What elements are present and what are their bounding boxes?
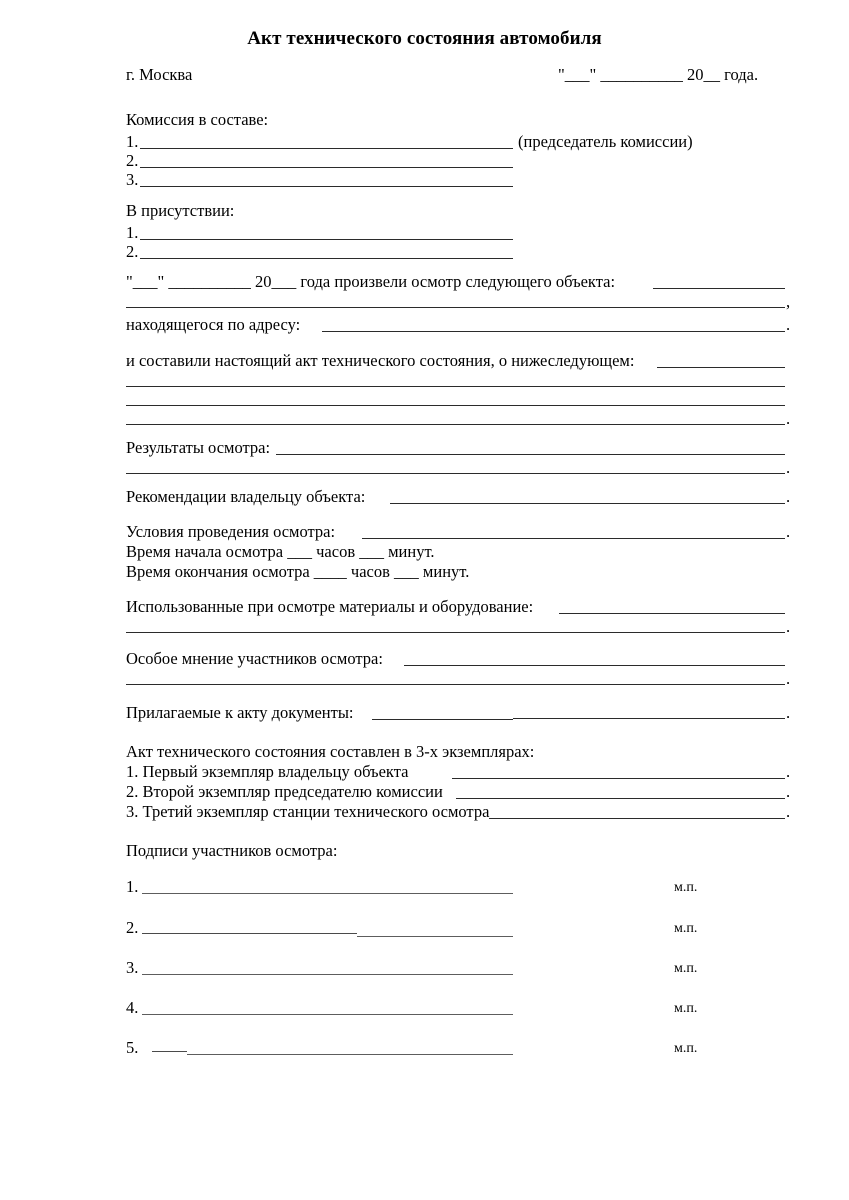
materials-blank-2[interactable] [126, 632, 785, 633]
attachments-blank[interactable] [372, 719, 513, 720]
signature-item-2-blank-a[interactable] [142, 933, 357, 934]
presence-item-2-blank[interactable] [140, 258, 513, 259]
signature-item-5-number: 5. [126, 1038, 139, 1057]
presence-heading: В присутствии: [126, 201, 235, 220]
copies-heading: Акт технического состояния составлен в 3-х экземплярах: [126, 742, 535, 761]
signature-item-2-seal: м.п. [674, 921, 698, 936]
signatures-heading: Подписи участников осмотра: [126, 841, 338, 860]
attachments-blank-2[interactable] [513, 718, 785, 719]
recommendations-blank[interactable] [390, 503, 785, 504]
signature-item-1-number: 1. [126, 877, 139, 896]
materials-label: Использованные при осмотре материалы и оборудование: [126, 597, 534, 616]
signature-item-5-blank-a[interactable] [152, 1051, 187, 1052]
attachments-label: Прилагаемые к акту документы: [126, 703, 354, 722]
results-end-punct: . [786, 458, 791, 477]
recommendations-end-punct: . [786, 487, 791, 506]
conditions-blank[interactable] [362, 538, 785, 539]
commission-item-2-blank[interactable] [140, 167, 513, 168]
commission-item-3-number: 3. [126, 170, 139, 189]
copies-item-2-end-punct: . [786, 782, 791, 801]
presence-item-1-blank[interactable] [140, 239, 513, 240]
results-blank[interactable] [276, 454, 785, 455]
act-statement-blank-2[interactable] [126, 386, 785, 387]
signature-item-5-seal: м.п. [674, 1041, 698, 1056]
results-label: Результаты осмотра: [126, 438, 271, 457]
end-time-line: Время окончания осмотра ____ часов ___ минут. [126, 562, 470, 581]
special-opinion-label: Особое мнение участников осмотра: [126, 649, 383, 668]
copies-item-3-blank[interactable] [489, 818, 785, 819]
date-header: "___" __________ 20__ года. [558, 65, 759, 84]
signature-item-2-blank-b[interactable] [357, 936, 513, 937]
inspection-object-blank-cont[interactable] [126, 307, 785, 308]
commission-item-2-number: 2. [126, 151, 139, 170]
act-statement-blank[interactable] [657, 367, 785, 368]
results-blank-2[interactable] [126, 473, 785, 474]
materials-end-punct: . [786, 617, 791, 636]
city-label: г. Москва [126, 65, 193, 84]
commission-chairman-note: (председатель комиссии) [518, 132, 693, 151]
signature-item-3-seal: м.п. [674, 961, 698, 976]
special-opinion-blank-2[interactable] [126, 684, 785, 685]
signature-item-3-number: 3. [126, 958, 139, 977]
copies-item-1-blank[interactable] [452, 778, 785, 779]
page-title: Акт технического состояния автомобиля [247, 28, 602, 49]
commission-item-3-blank[interactable] [140, 186, 513, 187]
signature-item-4-number: 4. [126, 998, 139, 1017]
act-statement-blank-4[interactable] [126, 424, 785, 425]
materials-blank[interactable] [559, 613, 785, 614]
copies-item-2-blank[interactable] [456, 798, 785, 799]
signature-item-4-blank[interactable] [142, 1014, 513, 1015]
signature-item-1-seal: м.п. [674, 880, 698, 895]
conditions-label: Условия проведения осмотра: [126, 522, 336, 541]
address-end-punct: . [786, 315, 791, 334]
signature-item-2-number: 2. [126, 918, 139, 937]
commission-item-1-number: 1. [126, 132, 139, 151]
inspection-object-end-punct: , [786, 292, 791, 311]
signature-item-1-blank[interactable] [142, 893, 513, 894]
copies-item-2: 2. Второй экземпляр председателю комиссии [126, 782, 443, 801]
address-blank[interactable] [322, 331, 785, 332]
start-time-line: Время начала осмотра ___ часов ___ минут. [126, 542, 435, 561]
address-label: находящегося по адресу: [126, 315, 301, 334]
copies-item-3: 3. Третий экземпляр станции технического осмотра [126, 802, 490, 821]
copies-item-1: 1. Первый экземпляр владельцу объекта [126, 762, 409, 781]
conditions-end-punct: . [786, 522, 791, 541]
presence-item-1-number: 1. [126, 223, 139, 242]
attachments-end-punct: . [786, 703, 791, 722]
commission-item-1-blank[interactable] [140, 148, 513, 149]
presence-item-2-number: 2. [126, 242, 139, 261]
signature-item-3-blank[interactable] [142, 974, 513, 975]
special-opinion-end-punct: . [786, 669, 791, 688]
inspection-object-blank[interactable] [653, 288, 785, 289]
signature-item-4-seal: м.п. [674, 1001, 698, 1016]
inspection-date-line: "___" __________ 20___ года произвели осмотр следующего объекта: [126, 272, 616, 291]
copies-item-1-end-punct: . [786, 762, 791, 781]
act-statement-blank-3[interactable] [126, 405, 785, 406]
act-statement-line: и составили настоящий акт технического состояния, о нижеследующем: [126, 351, 635, 370]
copies-item-3-end-punct: . [786, 802, 791, 821]
act-statement-end-punct: . [786, 409, 791, 428]
signature-item-5-blank-b[interactable] [187, 1054, 513, 1055]
special-opinion-blank[interactable] [404, 665, 785, 666]
recommendations-label: Рекомендации владельцу объекта: [126, 487, 366, 506]
commission-heading: Комиссия в составе: [126, 110, 269, 129]
